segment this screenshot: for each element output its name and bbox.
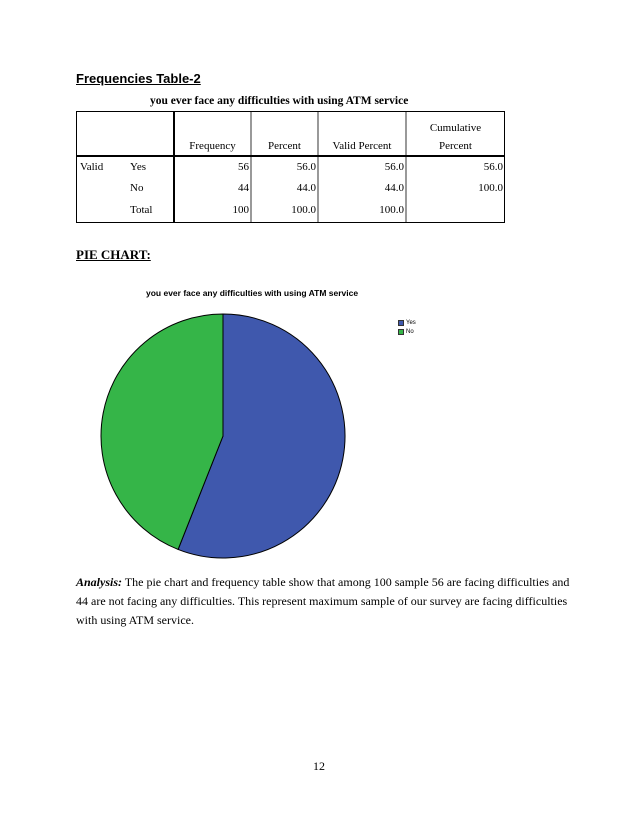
frequency-table: [76, 111, 505, 223]
chart-title: you ever face any difficulties with using ATM service: [146, 288, 359, 298]
cell-no-percent: 44.0: [296, 182, 316, 194]
cell-yes-valid-percent: 56.0: [384, 161, 404, 173]
cell-total-valid-percent: 100.0: [379, 204, 404, 216]
legend-swatch-yes: [398, 320, 404, 326]
legend-item-yes: [398, 318, 416, 327]
page-number: 12: [313, 759, 325, 773]
header-frequency: Frequency: [189, 140, 236, 152]
analysis-lead: Analysis:: [76, 575, 123, 589]
cell-total-frequency: 100: [232, 204, 249, 216]
cell-yes-cumulative: 56.0: [483, 161, 503, 173]
header-cumulative-line2: Percent: [439, 140, 472, 152]
analysis-text: The pie chart and frequency table show that among 100 sample 56 are facing difficulties and 44 are not facing any difficulties. This represent maximum sample of our survey are facing difficulties with using ATM service.: [76, 575, 570, 627]
cell-no-frequency: 44: [238, 182, 249, 194]
pie-chart: [76, 280, 506, 570]
cell-yes-frequency: 56: [238, 161, 249, 173]
legend-item-no: [398, 327, 416, 336]
row-label-no: No: [130, 182, 144, 194]
pie-chart-heading: PIE CHART:: [76, 247, 151, 262]
legend-label-no: No: [406, 328, 414, 335]
cell-yes-percent: 56.0: [296, 161, 316, 173]
legend-swatch-no: [398, 329, 404, 335]
table-title: you ever face any difficulties with using ATM service: [150, 95, 409, 107]
cell-no-cumulative: 100.0: [478, 182, 503, 194]
row-label-total: Total: [130, 204, 153, 216]
pie-chart-svg: [76, 280, 506, 570]
header-valid-percent: Valid Percent: [332, 140, 392, 152]
analysis-paragraph: [76, 573, 576, 630]
chart-legend: [398, 318, 416, 336]
cell-no-valid-percent: 44.0: [384, 182, 404, 194]
legend-label-yes: Yes: [406, 319, 416, 326]
header-cumulative-line1: Cumulative: [429, 122, 482, 134]
row-label-yes: Yes: [130, 161, 147, 173]
group-label-valid: Valid: [80, 161, 104, 173]
cell-total-percent: 100.0: [291, 204, 316, 216]
section-title: Frequencies Table-2: [76, 71, 201, 86]
header-percent: Percent: [268, 140, 301, 152]
